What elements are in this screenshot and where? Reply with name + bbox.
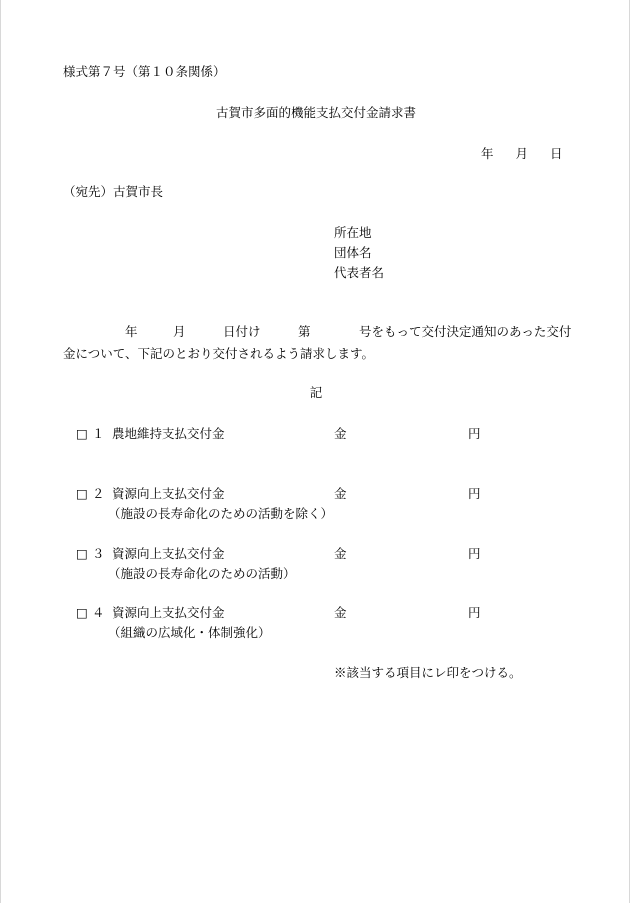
item-2-sub: （施設の長寿命化のための活動を除く）: [108, 506, 334, 521]
item-2-checkbox[interactable]: □: [76, 486, 88, 501]
body-month: 月: [173, 324, 186, 339]
item-1-kin: 金: [334, 426, 347, 441]
item-1: [76, 428, 225, 441]
ki-heading: 記: [309, 385, 323, 400]
item-3-yen: 円: [468, 546, 481, 561]
applicant-representative-label: 代表者名: [334, 265, 385, 280]
body-year: 年: [125, 324, 138, 339]
item-3-name: 資源向上支払交付金: [112, 546, 225, 561]
check-mark-note: ※該当する項目にレ印をつける。: [334, 665, 522, 680]
request-body-line-2: 金について、下記のとおり交付されるよう請求します。: [63, 346, 375, 361]
item-3-kin: 金: [334, 546, 347, 561]
body-dai: 第: [298, 324, 311, 339]
item-3-sub: （施設の長寿命化のための活動）: [108, 566, 296, 581]
item-2-name: 資源向上支払交付金: [112, 486, 225, 501]
date-month: 月: [515, 146, 529, 161]
item-1-name: 農地維持支払交付金: [112, 426, 225, 441]
item-4-name: 資源向上支払交付金: [112, 605, 225, 620]
item-3-checkbox[interactable]: □: [76, 546, 88, 561]
item-4: [76, 607, 225, 620]
applicant-organization-label: 団体名: [334, 245, 372, 260]
item-4-yen: 円: [468, 605, 481, 620]
item-4-sub: （組織の広域化・体制強化）: [108, 625, 271, 640]
item-4-checkbox[interactable]: □: [76, 605, 88, 620]
item-3: [76, 548, 225, 561]
item-4-kin: 金: [334, 605, 347, 620]
applicant-address-label: 所在地: [334, 225, 372, 240]
item-2: [76, 488, 225, 501]
body-day-dated: 日付け: [223, 324, 261, 339]
item-2-kin: 金: [334, 486, 347, 501]
document-title: 古賀市多面的機能支払交付金請求書: [215, 105, 416, 120]
item-3-number: ３: [92, 546, 105, 561]
date-year: 年: [481, 146, 494, 161]
addressee: （宛先）古賀市長: [63, 184, 164, 199]
item-2-number: ２: [92, 486, 105, 501]
date-day: 日: [550, 146, 563, 161]
item-1-yen: 円: [468, 426, 481, 441]
body-tail: 号をもって交付決定通知のあった交付: [359, 324, 572, 339]
date-line: [481, 148, 563, 161]
item-2-yen: 円: [468, 486, 481, 501]
item-1-checkbox[interactable]: □: [76, 426, 88, 441]
form-number: 様式第７号（第１０条関係）: [63, 64, 226, 79]
item-4-number: ４: [92, 605, 105, 620]
item-1-number: １: [92, 426, 105, 441]
